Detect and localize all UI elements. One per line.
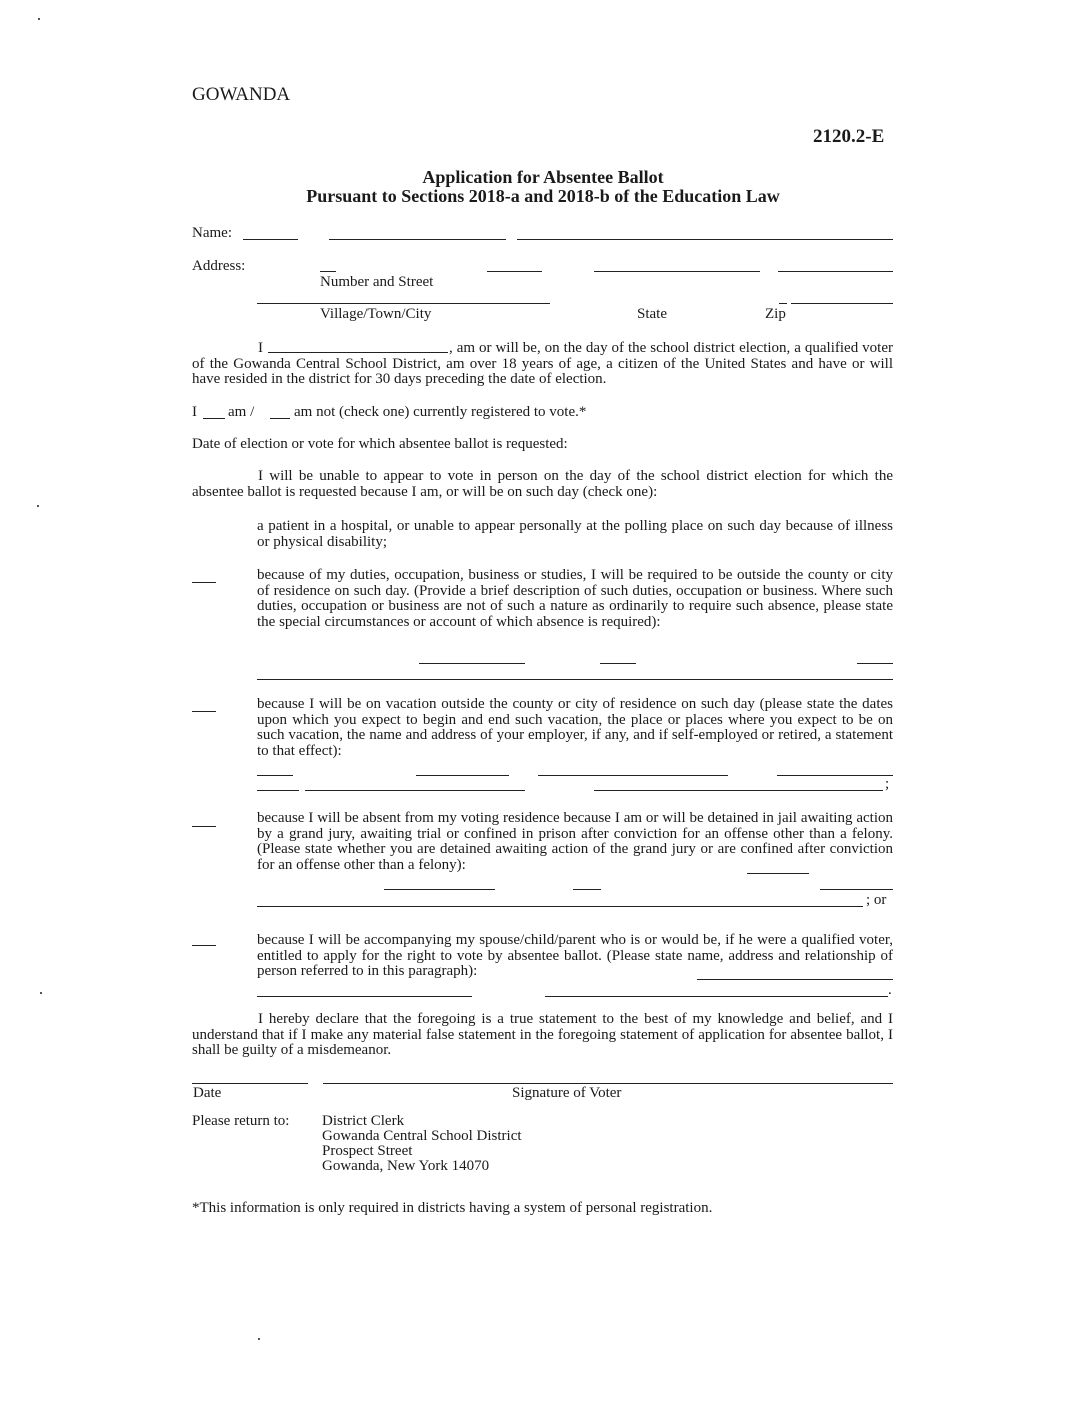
state-caption: State [637, 306, 667, 322]
declaration-prefix: I [258, 340, 263, 356]
form-subtitle: Pursuant to Sections 2018-a and 2018-b of the Education Law [306, 186, 780, 206]
name-field-first[interactable] [243, 239, 298, 240]
vacation-field-b[interactable] [416, 775, 509, 776]
reason-vacation-checkbox[interactable] [192, 711, 216, 712]
street-field-b[interactable] [594, 271, 760, 272]
return-line-district: Gowanda Central School District [322, 1128, 522, 1144]
street-field-a[interactable] [487, 271, 542, 272]
reason-jail: because I will be absent from my voting residence because I am or will be detained in jail awaiting action by a grand jury, awaiting trial or confined in prison after conviction for an offense other than a felony. (Please state whether you are detained awaiting action of the grand jury or are confined after conviction for an offense other than a felony): [257, 810, 893, 873]
duties-field-b[interactable] [600, 663, 636, 664]
date-caption: Date [193, 1085, 222, 1101]
reason-duties-checkbox[interactable] [192, 582, 216, 583]
jail-line-end: ; or [866, 892, 887, 908]
scan-speck [40, 992, 42, 994]
zip-caption: Zip [765, 306, 786, 322]
declaration-text: , am or will be, on the day of the school district election, a qualified voter of the Gowanda Central School District, am over 18 years of age, a citizen of the United States and have or will have resided in the district for 30 days preceding the date of election. [192, 340, 893, 387]
reason-jail-checkbox[interactable] [192, 826, 216, 827]
scan-speck [38, 18, 40, 20]
street-field-c[interactable] [778, 271, 893, 272]
duties-field-c[interactable] [857, 663, 893, 664]
return-label: Please return to: [192, 1113, 290, 1129]
duties-field-line[interactable] [257, 679, 893, 680]
vacation-field-g[interactable] [594, 790, 883, 791]
registered-am-not-check[interactable] [270, 418, 290, 419]
jail-field-c[interactable] [820, 889, 893, 890]
jail-field-line[interactable] [257, 906, 863, 907]
scan-speck [258, 1338, 260, 1340]
vacation-field-d[interactable] [777, 775, 893, 776]
vacation-field-f[interactable] [305, 790, 525, 791]
accompany-field-b[interactable] [545, 996, 888, 997]
reasons-intro: I will be unable to appear to vote in person on the day of the school district election for which the absentee ballot is requested because I am, or will be on such day (check one): [192, 468, 893, 500]
duties-field-a[interactable] [419, 663, 525, 664]
footnote: *This information is only required in districts having a system of personal registration. [192, 1200, 713, 1216]
village-caption: Village/Town/City [320, 306, 432, 322]
accompany-line-end: . [888, 982, 892, 998]
zip-field-prefix[interactable] [779, 303, 787, 304]
name-label: Name: [192, 225, 232, 241]
scan-speck [37, 505, 39, 507]
address-label: Address: [192, 258, 246, 274]
return-line-street: Prospect Street [322, 1143, 413, 1159]
reason-duties: because of my duties, occupation, business or studies, I will be required to be outside the county or city of residence on such day. (Provide a brief description of such duties, occupation or business. Where such duties, occupation or business are not of such a nature as ordinarily to require such absence, please state the special circumstances or account of which absence is required): [257, 567, 893, 630]
signature-field[interactable] [323, 1083, 893, 1084]
registered-am-check[interactable] [203, 418, 225, 419]
date-field[interactable] [192, 1083, 308, 1084]
return-line-clerk: District Clerk [322, 1113, 405, 1129]
vacation-line-end: ; [885, 776, 890, 792]
reason-accompany: because I will be accompanying my spouse/child/parent who is or would be, if he were a qualified voter, entitled to apply for the right to vote by absentee ballot. (Please state name, address and relationship of person referred to in this paragraph): [257, 932, 893, 979]
accompany-field-inline[interactable] [697, 979, 893, 980]
signature-caption: Signature of Voter [512, 1085, 622, 1101]
return-line-city: Gowanda, New York 14070 [322, 1158, 490, 1174]
vacation-field-c[interactable] [538, 775, 728, 776]
reason-accompany-checkbox[interactable] [192, 945, 216, 946]
number-street-caption: Number and Street [320, 274, 434, 290]
zip-field[interactable] [791, 303, 893, 304]
name-field-last[interactable] [517, 239, 893, 240]
jail-field-b[interactable] [573, 889, 601, 890]
registered-am-label: am / [228, 404, 255, 420]
street-number-field[interactable] [320, 271, 336, 272]
election-date-label: Date of election or vote for which absentee ballot is requested: [192, 436, 568, 452]
form-title: Application for Absentee Ballot [422, 167, 664, 187]
village-field[interactable] [257, 303, 550, 304]
district-name: GOWANDA [192, 84, 291, 105]
reason-illness: a patient in a hospital, or unable to appear personally at the polling place on such day because of illness or physical disability; [257, 518, 893, 550]
name-field-middle[interactable] [329, 239, 506, 240]
affirmation: I hereby declare that the foregoing is a true statement to the best of my knowledge and belief, and I understand that if I make any material false statement in the foregoing statement of application for absentee ballot, I shall be guilty of a misdemeanor. [192, 1011, 893, 1058]
reason-vacation: because I will be on vacation outside the county or city of residence on such day (please state the dates upon which you expect to begin and end such vacation, the place or places where you expect to be on such vacation, the name and address of your employer, if any, and if self-employed or retired, a statement to that effect): [257, 696, 893, 759]
vacation-field-a[interactable] [257, 775, 293, 776]
vacation-field-e[interactable] [257, 790, 299, 791]
jail-field-a[interactable] [384, 889, 495, 890]
registration-prefix: I [192, 404, 197, 420]
policy-number: 2120.2-E [813, 126, 885, 147]
jail-field-inline[interactable] [747, 873, 809, 874]
registered-am-not-label: am not (check one) currently registered to vote.* [294, 404, 587, 420]
accompany-field-a[interactable] [257, 996, 472, 997]
